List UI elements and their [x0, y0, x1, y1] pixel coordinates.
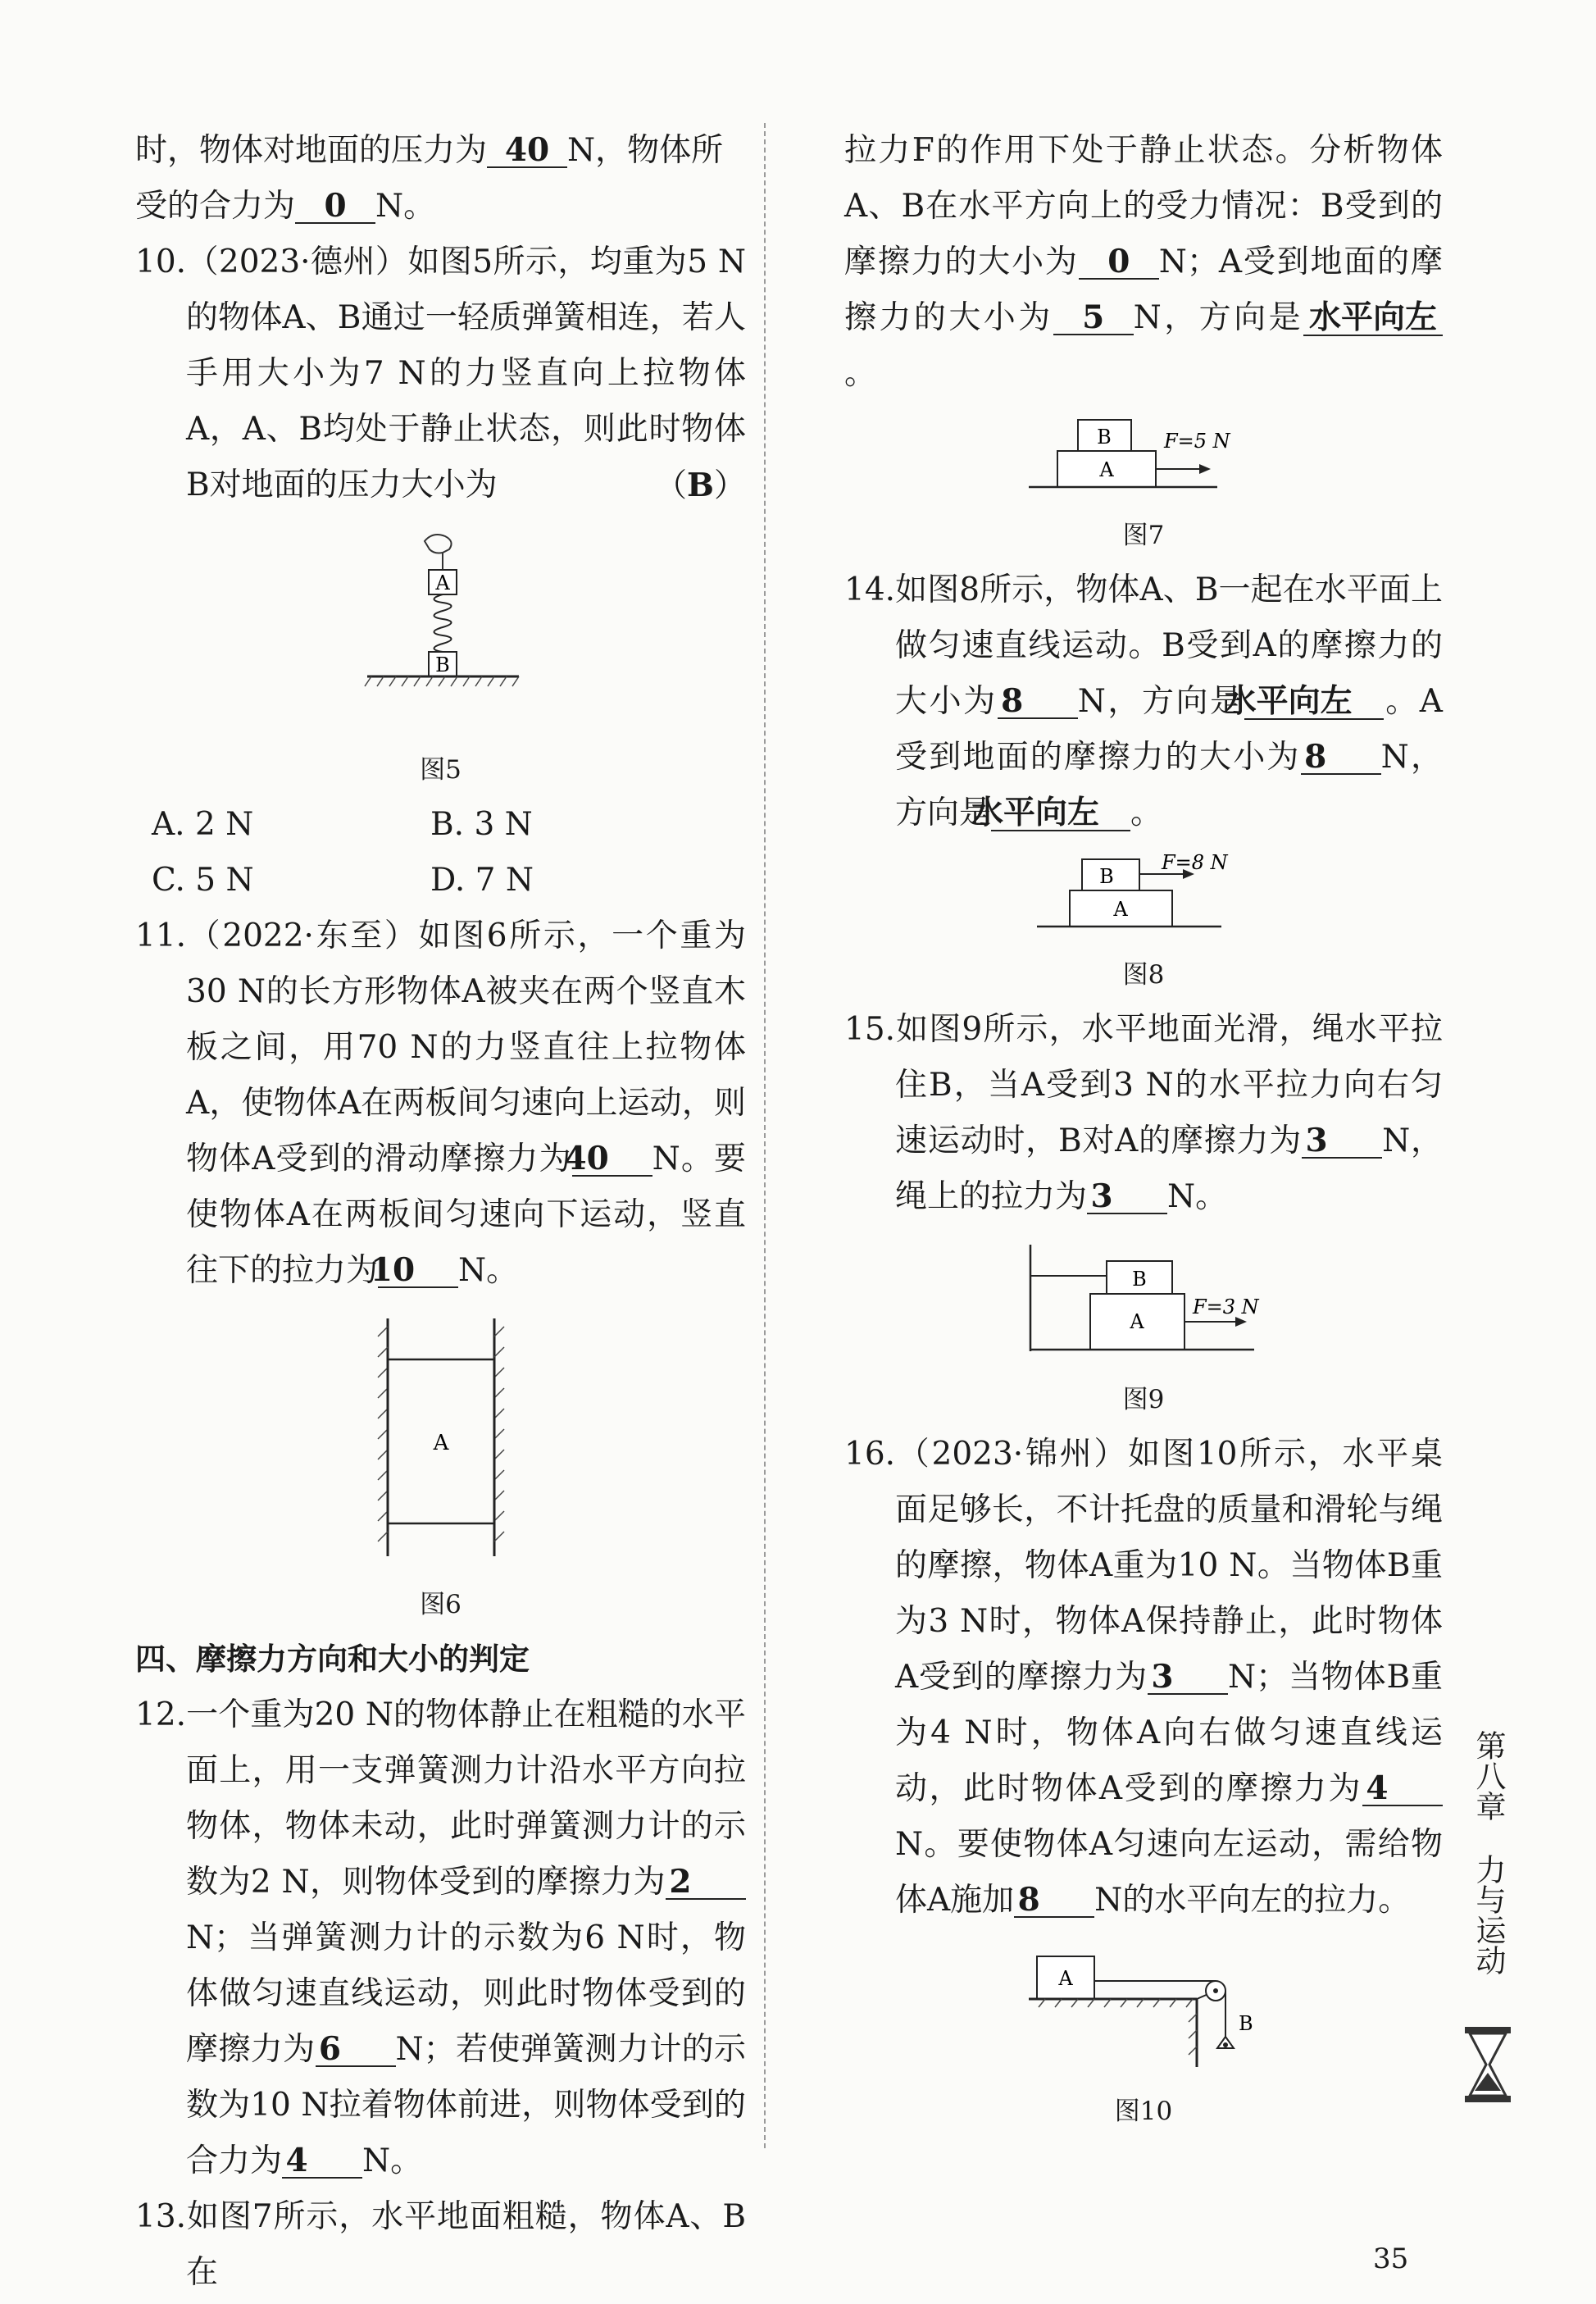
question-15: 15.如图9所示，水平地面光滑，绳水平拉住B，当A受到3 N的水平拉力向右匀速运动时，B对A的摩擦力为 3 N，绳上的拉力为 3 N。	[844, 1011, 1443, 1215]
answer-blank: 10	[378, 1254, 458, 1288]
options-q10	[135, 797, 746, 908]
figure-10-caption: 图10	[1114, 2097, 1173, 2126]
answer-blank: 水平向左	[1244, 685, 1384, 720]
section-heading: 四、摩擦力方向和大小的判定	[135, 1641, 530, 1677]
page-number: 35	[1373, 2243, 1409, 2275]
column-divider	[764, 123, 766, 2148]
answer-blank: 2	[666, 1865, 746, 1900]
block-b-label: B	[1132, 1268, 1147, 1291]
block-a-label: A	[1130, 1310, 1144, 1333]
question-11: 11.（2022·东至）如图6所示，一个重为30 N的长方形物体A被夹在两个竖直木板之间，用70 N的力竖直往上拉物体A，使物体A在两板间匀速向上运动，则物体A受到的滑动摩擦力为40 N。要使物体A在两板间匀速向下运动，竖直往下的拉力为10 N。	[135, 918, 746, 1289]
block-a-label: A	[1058, 1967, 1073, 1990]
figure-5	[135, 525, 746, 748]
force-label: F=5 N	[1164, 430, 1230, 453]
answer-blank: 3	[1087, 1180, 1167, 1214]
answer-blank: 5	[1053, 301, 1134, 335]
figure-10	[844, 1940, 1443, 2089]
question-13-continued: 拉力F的作用下处于静止状态。分析物体A、B在水平方向上的受力情况：B受到的摩擦力的大小为 0 N；A受到地面的摩擦力的大小为 5 N，方向是 水平向左。	[844, 132, 1443, 392]
left-column	[135, 123, 746, 2301]
answer-blank: 0	[1079, 245, 1159, 280]
boards-diagram	[343, 1310, 539, 1564]
right-column	[844, 123, 1443, 2138]
continued-question: 时，物体对地面的压力为 40 N，物体所 受的合力为 0 N。	[135, 131, 724, 225]
answer-blank: 水平向左	[991, 797, 1130, 831]
block-b-label: B	[1099, 865, 1114, 888]
answer-blank: 3	[1148, 1660, 1228, 1695]
figure-7	[844, 413, 1443, 513]
answer-blank: 8	[1301, 740, 1381, 775]
answer-blank: 40	[572, 1142, 652, 1177]
block-a-label: A	[1099, 458, 1114, 481]
question-13-start: 13.如图7所示，水平地面粗糙，物体A、B在	[135, 2198, 746, 2291]
chapter-number: 第八章	[1471, 1730, 1506, 1821]
answer-blank: 6	[316, 2033, 396, 2067]
block-a-label: A	[434, 571, 450, 594]
figure-6	[135, 1310, 746, 1582]
block-b-label: B	[1239, 2012, 1253, 2035]
spring-diagram	[347, 525, 535, 730]
figure-9	[844, 1236, 1443, 1377]
force-label: F=8 N	[1162, 853, 1228, 874]
answer-blank: 4	[1362, 1772, 1443, 1806]
figure-6-caption: 图6	[420, 1590, 462, 1619]
figure-7-caption: 图7	[1122, 521, 1165, 550]
question-14: 14.如图8所示，物体A、B一起在水平面上做匀速直线运动。B受到A的摩擦力的大小为 8 N，方向是水平向左 。A受到地面的摩擦力的大小为 8 N，方向是水平向左 。	[844, 571, 1443, 831]
answer-blank: 8	[998, 685, 1078, 719]
question-12: 12.一个重为20 N的物体静止在粗糙的水平面上，用一支弹簧测力计沿水平方向拉物体，物体未动，此时弹簧测力计的示数为2 N，则物体受到的摩擦力为 2N；当弹簧测力计的示数为6 N时，物体做匀速直线运动，则此时物体受到的摩擦力为 6 N；若使弹簧测力计的示数为10 N拉着物体前进，则物体受到的合力为 4 N。	[135, 1696, 746, 2179]
rope-blocks-diagram	[1021, 1236, 1266, 1359]
figure-5-caption: 图5	[420, 755, 462, 785]
answer-blank: 3	[1302, 1124, 1382, 1159]
question-10: 10.（2023·德州）如图5所示，均重为5 N的物体A、B通过一轻质弹簧相连，若人手用大小为7 N的力竖直向上拉物体A，A、B均处于静止状态，则此时物体B对地面的压力大小为 （B）	[135, 234, 746, 513]
block-a-label: A	[433, 1431, 448, 1455]
answer-blank: 水平向左	[1303, 302, 1443, 336]
block-a-label: A	[1113, 898, 1128, 921]
answer-blank: 8	[1014, 1883, 1094, 1918]
question-16: 16.（2023·锦州）如图10所示，水平桌面足够长，不计托盘的质量和滑轮与绳的摩擦，物体A重为10 N。当物体B重为3 N时，物体A保持静止，此时物体A受到的摩擦力为 3 N；当物体B重为4 N时，物体A向右做匀速直线运动，此时物体A受到的摩擦力为 4N。要使物体A匀速向左运动，需给物体A施加 8 N的水平向左的拉力。	[844, 1436, 1443, 1919]
block-b-label: B	[1097, 426, 1112, 449]
answer-blank: 0	[295, 189, 375, 224]
stacked-blocks-diagram	[1021, 853, 1266, 935]
option-a: A. 2 N	[152, 806, 254, 843]
figure-8	[844, 853, 1443, 953]
option-b: B. 3 N	[430, 806, 533, 843]
figure-8-caption: 图8	[1122, 960, 1165, 990]
option-c: C. 5 N	[152, 862, 254, 899]
force-label: F=3 N	[1193, 1295, 1259, 1318]
chapter-tab	[1463, 1730, 1512, 1975]
answer-blank: 40	[487, 134, 567, 168]
choice-answer: （B）	[655, 467, 746, 504]
pulley-diagram	[1012, 1940, 1275, 2071]
block-b-label: B	[434, 653, 450, 676]
answer-blank: 4	[282, 2144, 362, 2179]
chapter-title: 力与运动	[1471, 1854, 1506, 1975]
hourglass-icon	[1462, 2025, 1514, 2107]
stacked-blocks-diagram	[1021, 413, 1266, 495]
figure-9-caption: 图9	[1122, 1385, 1165, 1414]
option-d: D. 7 N	[430, 862, 534, 899]
